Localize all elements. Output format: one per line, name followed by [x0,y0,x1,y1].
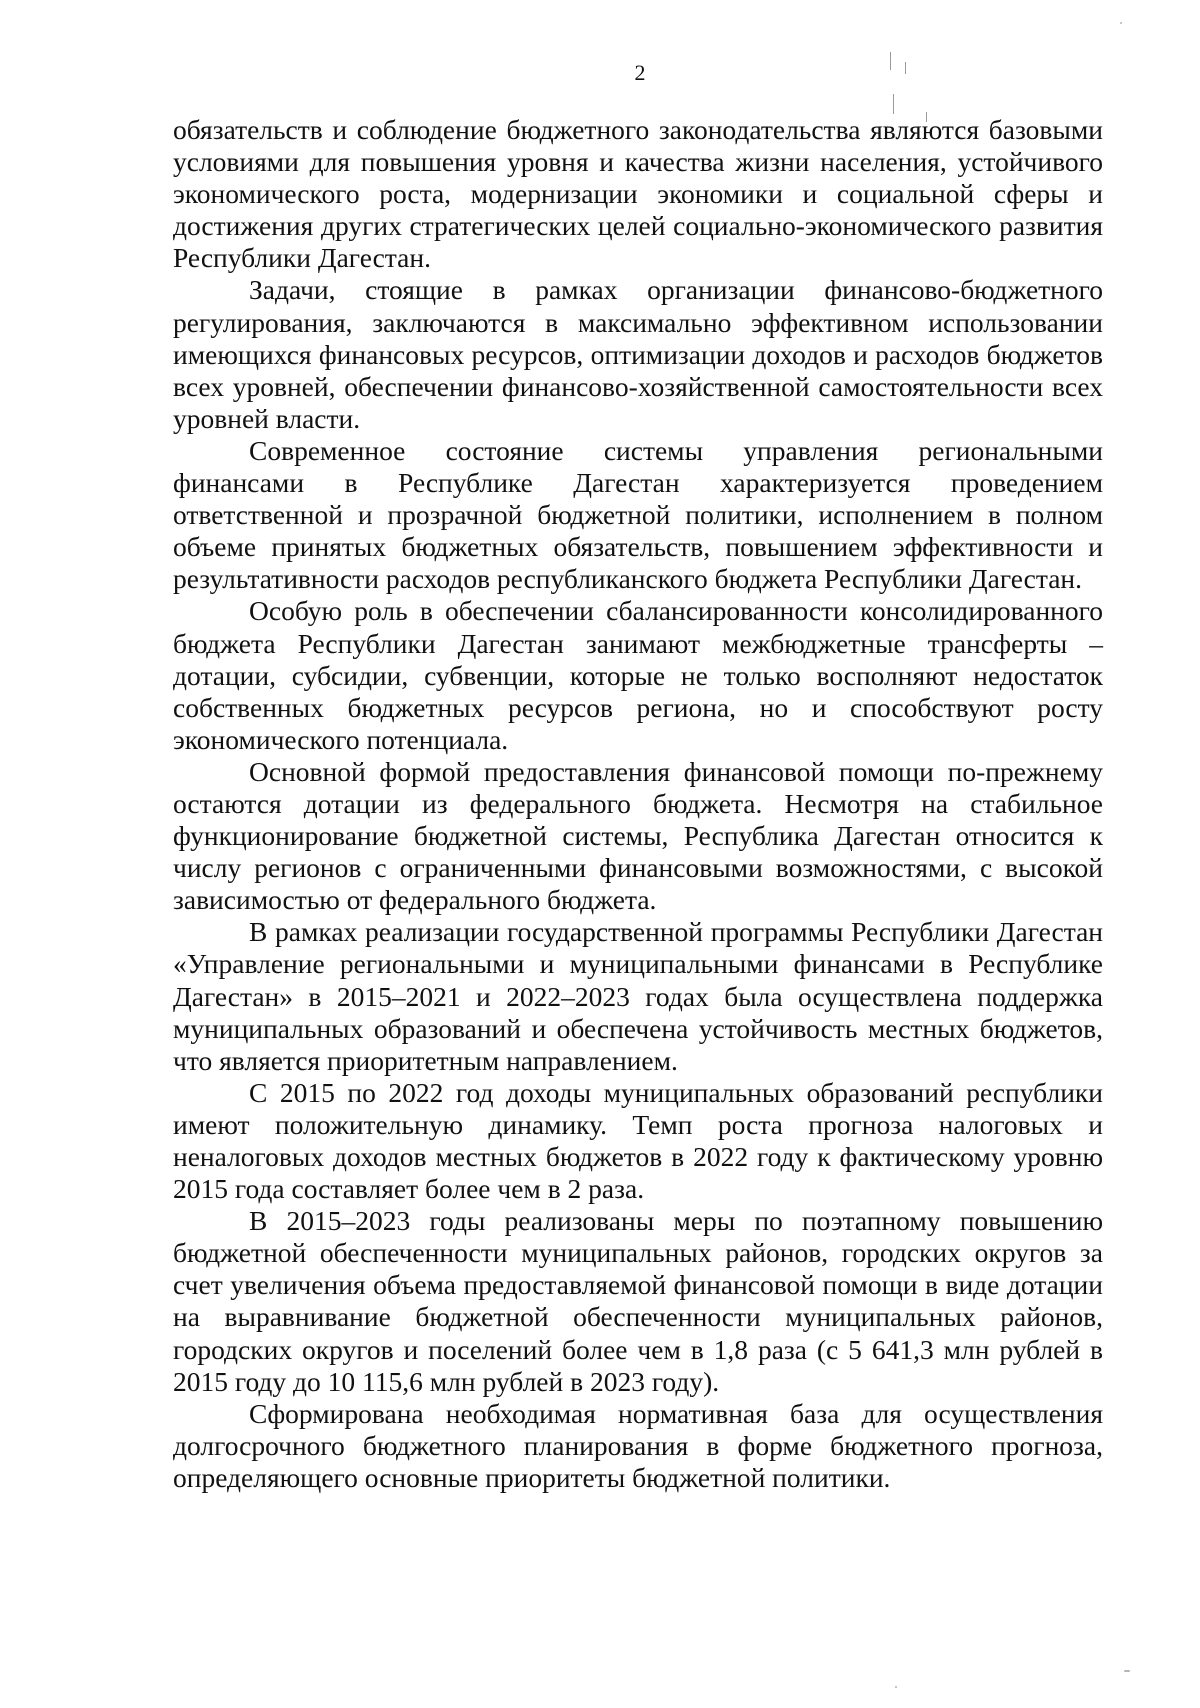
document-body [173,114,1103,1494]
paragraph: В 2015–2023 годы реализованы меры по поэтапному повышению бюджетной обеспеченности муниципальных районов, городских округов за счет увеличения объема предоставляемой финансовой помощи в виде дотации на выравнивание бюджетной обеспеченности муниципальных районов, городских округов и поселений более чем в 1,8 раза (с 5 641,3 млн рублей в 2015 году до 10 115,6 млн рублей в 2023 году). [173,1205,1103,1397]
paragraph: обязательств и соблюдение бюджетного законодательства являются базовыми условиями для повышения уровня и качества жизни населения, устойчивого экономического роста, модернизации экономики и социальной сферы и достижения других стратегических целей социально-экономического развития Республики Дагестан. [173,114,1103,274]
paragraph: В рамках реализации государственной программы Республики Дагестан «Управление региональными и муниципальными финансами в Республике Дагестан» в 2015–2021 и 2022–2023 годах была осуществлена поддержка муниципальных образований и обеспечена устойчивость местных бюджетов, что является приоритетным направлением. [173,916,1103,1076]
paragraph: С 2015 по 2022 год доходы муниципальных образований республики имеют положительную динамику. Темп роста прогноза налоговых и неналоговых доходов местных бюджетов в 2022 году к фактическому уровню 2015 года составляет более чем в 2 раза. [173,1076,1103,1205]
scan-artifact [1124,1670,1130,1672]
paragraph: Особую роль в обеспечении сбалансированности консолидированного бюджета Республики Дагестан занимают межбюджетные трансферты – дотации, субсидии, субвенции, которые не только восполняют недостаток собственных бюджетных ресурсов региона, но и способствуют росту экономического потенциала. [173,595,1103,755]
paragraph: Задачи, стоящие в рамках организации финансово-бюджетного регулирования, заключаются в максимально эффективном использовании имеющихся финансовых ресурсов, оптимизации доходов и расходов бюджетов всех уровней, обеспечении финансово-хозяйственной самостоятельности всех уровней власти. [173,274,1103,434]
paragraph: Современное состояние системы управления региональными финансами в Республике Дагестан характеризуется проведением ответственной и прозрачной бюджетной политики, исполнением в полном объеме принятых бюджетных обязательств, повышением эффективности и результативности расходов республиканского бюджета Республики Дагестан. [173,434,1103,595]
scan-artifact [893,94,894,114]
scan-artifact [890,52,891,70]
scan-artifact [895,1686,897,1688]
paragraph: Сформирована необходимая нормативная база для осуществления долгосрочного бюджетного планирования в форме бюджетного прогноза, определяющего основные приоритеты бюджетной политики. [173,1397,1103,1493]
paragraph: Основной формой предоставления финансовой помощи по-прежнему остаются дотации из федерального бюджета. Несмотря на стабильное функционирование бюджетной системы, Республика Дагестан относится к числу регионов с ограниченными финансовыми возможностями, с высокой зависимостью от федерального бюджета. [173,755,1103,916]
scan-artifact [905,62,906,74]
page-number: 2 [634,60,646,85]
scan-artifact [1120,22,1122,24]
